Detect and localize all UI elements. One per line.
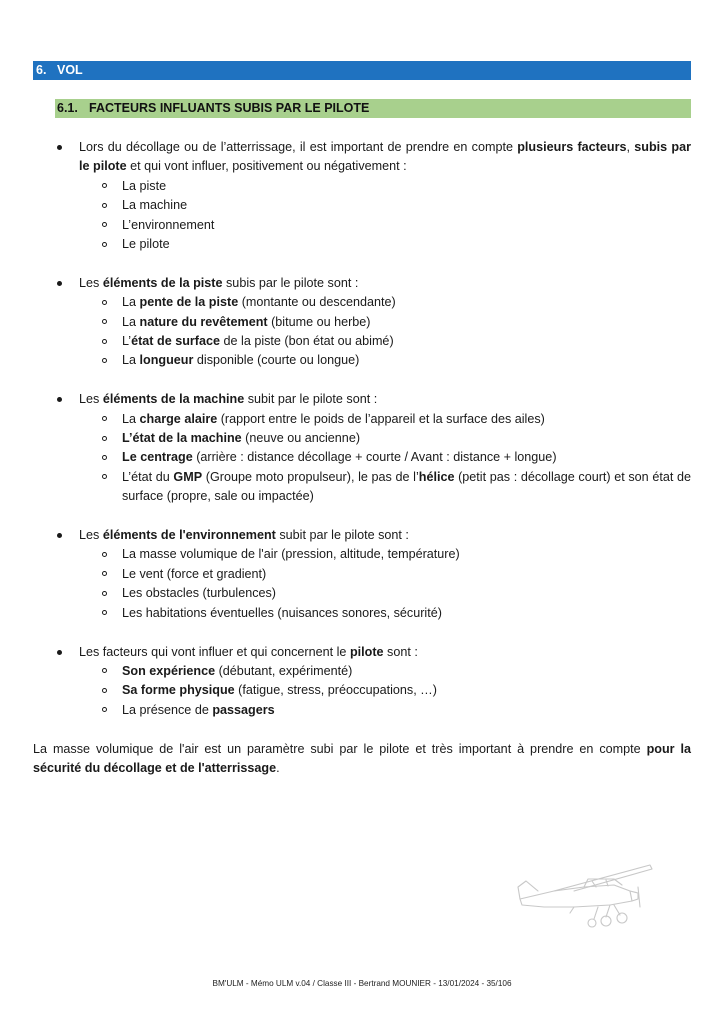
sub-bullet-item [33, 545, 691, 564]
bullet-dot-icon [57, 145, 62, 150]
bullet-dot-icon [57, 281, 62, 286]
text-run: (débutant, expérimenté) [215, 663, 353, 678]
section-title: VOL [57, 63, 83, 77]
text-run: L’environnement [122, 217, 215, 232]
bold-text: passagers [212, 702, 275, 717]
sub-bullet-item [33, 701, 691, 720]
hollow-circle-bullet-icon [102, 339, 107, 344]
text-run: Les [79, 392, 103, 407]
aircraft-line-drawing-icon [514, 861, 654, 933]
text-run: et qui vont influer, positivement ou négativement : [126, 159, 407, 174]
bullet-dot-icon [57, 397, 62, 402]
sub-bullet-item [33, 313, 691, 332]
bullet-dot-icon [57, 533, 62, 538]
hollow-circle-bullet-icon [102, 183, 107, 188]
page-footer: BM'ULM - Mémo ULM v.04 / Classe III - Bertrand MOUNIER - 13/01/2024 - 35/106 [212, 979, 512, 988]
bullet-group [33, 526, 691, 623]
bold-text: plusieurs facteurs [517, 140, 627, 154]
text-run: (rapport entre le poids de l’appareil et la surface des ailes) [217, 411, 545, 426]
sub-bullet-item [33, 196, 691, 215]
text-run: (fatigue, stress, préoccupations, …) [234, 683, 437, 698]
text-run: subit par le pilote sont : [244, 392, 378, 407]
text-run: La présence de [122, 702, 213, 717]
text-run: L’état du [122, 469, 174, 484]
text-run: (neuve ou ancienne) [241, 431, 361, 446]
text-run: disponible (courte ou longue) [193, 353, 360, 368]
text-run: L’ [122, 334, 132, 349]
text-run: de la piste (bon état ou abimé) [220, 334, 394, 349]
hollow-circle-bullet-icon [102, 222, 107, 227]
text-run: La masse volumique de l'air est un paramètre subi par le pilote et très important à prendre en compte [33, 741, 647, 756]
bullet-item [33, 526, 691, 545]
bold-text: Sa forme physique [122, 683, 235, 698]
text-run: sont : [383, 644, 418, 659]
section-heading [33, 61, 691, 80]
bold-text: hélice [418, 469, 455, 484]
text-run: (arrière : distance décollage + courte / Avant : distance + longue) [192, 450, 557, 465]
text-run: (montante ou descendante) [238, 295, 396, 310]
text-run: Le vent (force et gradient) [122, 566, 267, 581]
sub-bullet-item [33, 177, 691, 196]
bullet-group [33, 274, 691, 371]
sub-bullet-item [33, 293, 691, 312]
bold-text: éléments de la machine [102, 392, 245, 407]
hollow-circle-bullet-icon [102, 610, 107, 615]
section-number: 6. [36, 63, 47, 77]
text-run: La [122, 411, 140, 426]
bold-text: éléments de l'environnement [102, 528, 276, 543]
hollow-circle-bullet-icon [102, 591, 107, 596]
hollow-circle-bullet-icon [102, 242, 107, 247]
text-run: (petit pas : décollage court) et son état de surface (propre, sale ou impactée) [122, 469, 691, 504]
bullet-group [33, 138, 691, 254]
sub-bullet-item [33, 351, 691, 370]
document-body [33, 138, 691, 791]
bold-text: charge alaire [139, 411, 218, 426]
bold-text: subis par le pilote [79, 140, 691, 174]
sub-bullet-item [33, 468, 691, 507]
hollow-circle-bullet-icon [102, 416, 107, 421]
subsection-number: 6.1. [57, 101, 78, 115]
bold-text: éléments de la piste [102, 275, 223, 290]
bold-text: pente de la piste [139, 295, 239, 310]
text-run: subit par le pilote sont : [275, 528, 409, 543]
sub-bullet-item [33, 662, 691, 681]
bold-text: nature du revêtement [139, 314, 268, 329]
bold-text: GMP [173, 469, 203, 484]
text-run: , [626, 140, 635, 154]
bold-text: L’état de la machine [122, 431, 242, 446]
hollow-circle-bullet-icon [102, 552, 107, 557]
text-run: Les habitations éventuelles (nuisances sonores, sécurité) [122, 605, 442, 620]
hollow-circle-bullet-icon [102, 203, 107, 208]
bullet-groups [33, 138, 691, 720]
bullet-item [33, 274, 691, 293]
text-run: Les facteurs qui vont influer et qui concernent le [79, 644, 350, 659]
sub-bullet-item [33, 216, 691, 235]
bullet-item [33, 138, 691, 177]
sub-bullet-item [33, 448, 691, 467]
subsection-title: FACTEURS INFLUANTS SUBIS PAR LE PILOTE [89, 101, 370, 115]
hollow-circle-bullet-icon [102, 707, 107, 712]
text-run: La [122, 314, 140, 329]
hollow-circle-bullet-icon [102, 571, 107, 576]
bold-text: pour la sécurité du décollage et de l'atterrissage [33, 741, 691, 775]
bold-text: Le centrage [122, 450, 193, 465]
sub-bullet-item [33, 584, 691, 603]
sub-bullet-item [33, 410, 691, 429]
text-run: La piste [122, 178, 167, 193]
bold-text: état de surface [131, 334, 221, 349]
hollow-circle-bullet-icon [102, 668, 107, 673]
hollow-circle-bullet-icon [102, 455, 107, 460]
text-run: (Groupe moto propulseur), le pas de l’ [202, 469, 419, 484]
hollow-circle-bullet-icon [102, 688, 107, 693]
bold-text: longueur [139, 353, 194, 368]
bullet-group [33, 643, 691, 721]
sub-bullet-item [33, 235, 691, 254]
bold-text: Son expérience [122, 663, 216, 678]
hollow-circle-bullet-icon [102, 474, 107, 479]
text-run: Les [79, 275, 103, 290]
text-run: La masse volumique de l'air (pression, altitude, température) [122, 547, 460, 562]
sub-bullet-item [33, 429, 691, 448]
bullet-item [33, 643, 691, 662]
text-run: La machine [122, 198, 188, 213]
bullet-item [33, 390, 691, 409]
hollow-circle-bullet-icon [102, 436, 107, 441]
sub-bullet-item [33, 604, 691, 623]
hollow-circle-bullet-icon [102, 319, 107, 324]
bullet-dot-icon [57, 650, 62, 655]
text-run: subis par le pilote sont : [222, 275, 359, 290]
text-run: (bitume ou herbe) [267, 314, 371, 329]
subsection-heading [55, 99, 691, 118]
bullet-group [33, 390, 691, 506]
bold-text: pilote [349, 644, 384, 659]
sub-bullet-item [33, 681, 691, 700]
hollow-circle-bullet-icon [102, 300, 107, 305]
text-run: Le pilote [122, 237, 170, 252]
sub-bullet-item [33, 332, 691, 351]
text-run: La [122, 295, 140, 310]
text-run: Les obstacles (turbulences) [122, 586, 277, 601]
text-run: Les [79, 528, 103, 543]
sub-bullet-item [33, 565, 691, 584]
text-run: . [276, 760, 280, 775]
text-run: Lors du décollage ou de l’atterrissage, il est important de prendre en compte [79, 140, 518, 154]
text-run: La [122, 353, 140, 368]
hollow-circle-bullet-icon [102, 358, 107, 363]
conclusion-paragraph [33, 740, 691, 779]
